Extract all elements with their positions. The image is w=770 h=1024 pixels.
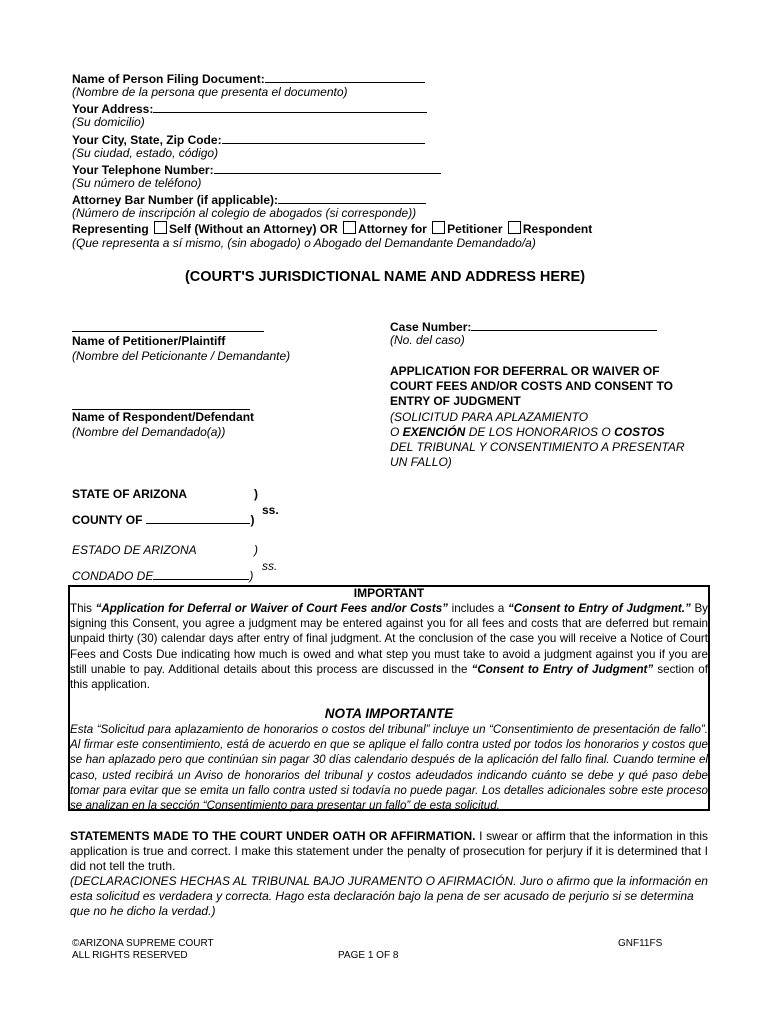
county-es-field[interactable] bbox=[72, 567, 253, 584]
rights-text: ALL RIGHTS RESERVED bbox=[72, 950, 188, 961]
form-title-es4: UN FALLO) bbox=[390, 455, 452, 469]
important-heading: IMPORTANT bbox=[353, 586, 425, 600]
important-paragraph bbox=[70, 601, 708, 692]
county-es-input[interactable] bbox=[153, 567, 249, 580]
self-checkbox[interactable] bbox=[154, 221, 167, 234]
ss-label: ss. bbox=[262, 503, 279, 517]
important-p1-body: By signing this Consent, you agree a judgment may be entered against you for all fees and costs that are deferred but remain unpaid thirty (30) calendar days after entry of final judgment. At the conclusion of the case you will receive a Notice of Court Fees and Costs Due indicating how much is owed and what step you must take to avoid a judgment against you if you are still unable to pay. Additional details about this process are discussed in the bbox=[70, 602, 708, 676]
important-p1-start: This bbox=[70, 602, 92, 615]
form-title-es2-d: COSTOS bbox=[614, 425, 665, 439]
representing-es: (Que representa a sí mismo, (sin abogado) o Abogado del Demandante Demandado/a) bbox=[72, 236, 536, 250]
form-title-es2-b: EXENCIÓN bbox=[402, 425, 466, 439]
ss-es-label: ss. bbox=[262, 559, 278, 573]
court-heading: (COURT'S JURISDICTIONAL NAME AND ADDRESS HERE) bbox=[184, 269, 586, 285]
oath-statement bbox=[70, 829, 708, 875]
form-title-line3: ENTRY OF JUDGMENT bbox=[390, 394, 521, 408]
form-title-line1: APPLICATION FOR DEFERRAL OR WAIVER OF bbox=[390, 364, 660, 378]
address-input[interactable] bbox=[153, 100, 427, 113]
self-option-label: Self (Without an Attorney) OR bbox=[169, 222, 338, 236]
form-title-es2-a: O bbox=[390, 425, 403, 439]
form-title-es2 bbox=[390, 425, 665, 440]
attorney-option-label: Attorney for bbox=[358, 222, 427, 236]
important-p1-title: “Application for Deferral or Waiver of Court Fees and/or Costs” bbox=[95, 602, 448, 615]
petitioner-checkbox[interactable] bbox=[432, 221, 445, 234]
phone-input[interactable] bbox=[214, 161, 441, 174]
phone-es: (Su número de teléfono) bbox=[72, 176, 202, 190]
filer-name-input[interactable] bbox=[265, 70, 425, 83]
attorney-checkbox[interactable] bbox=[343, 221, 356, 234]
state-label: STATE OF ARIZONA bbox=[72, 487, 188, 501]
respondent-option-label: Respondent bbox=[522, 222, 593, 236]
respondent-checkbox[interactable] bbox=[508, 221, 521, 234]
city-label: Your City, State, Zip Code: bbox=[72, 133, 222, 147]
city-input[interactable] bbox=[222, 131, 425, 144]
case-number-label: Case Number: bbox=[390, 320, 472, 334]
petitioner-label: Name of Petitioner/Plaintiff bbox=[72, 334, 226, 348]
bar-number-label: Attorney Bar Number (if applicable): bbox=[72, 193, 279, 207]
bar-number-es: (Número de inscripción al colegio de abogados (si corresponde)) bbox=[72, 206, 417, 220]
respondent-es: (Nombre del Demandado(a)) bbox=[72, 425, 226, 439]
city-es: (Su ciudad, estado, código) bbox=[72, 146, 219, 160]
county-field[interactable] bbox=[72, 511, 254, 528]
filer-name-es: (Nombre de la persona que presenta el documento) bbox=[72, 85, 348, 99]
important-p1-mid: includes a bbox=[447, 602, 508, 615]
petitioner-name-line[interactable] bbox=[72, 331, 264, 332]
county-input[interactable] bbox=[146, 511, 250, 524]
bar-number-input[interactable] bbox=[278, 191, 426, 204]
state-paren: ) bbox=[254, 487, 258, 501]
petitioner-es: (Nombre del Peticionante / Demandante) bbox=[72, 349, 291, 363]
copyright-text: ©ARIZONA SUPREME COURT bbox=[72, 938, 214, 949]
oath-heading: STATEMENTS MADE TO THE COURT UNDER OATH OR AFFIRMATION. bbox=[70, 829, 476, 843]
representing-row bbox=[72, 221, 592, 237]
oath-statement-es: (DECLARACIONES HECHAS AL TRIBUNAL BAJO JURAMENTO O AFIRMACIÓN. Juro o afirmo que la información en esta solicitud es verdadera y correcta. Hago esta declaración bajo la pena de ser acusado de perjurio si se determina que no he dicho la verdad.) bbox=[70, 874, 708, 919]
case-number-es: (No. del caso) bbox=[390, 333, 465, 347]
form-title-es3: DEL TRIBUNAL Y CONSENTIMIENTO A PRESENTAR bbox=[390, 440, 685, 454]
petitioner-option-label: Petitioner bbox=[447, 222, 503, 236]
respondent-label: Name of Respondent/Defendant bbox=[72, 410, 255, 424]
form-id: GNF11FS bbox=[618, 938, 663, 949]
form-title-es2-c: DE LOS HONORARIOS O bbox=[465, 425, 615, 439]
page-number: PAGE 1 OF 8 bbox=[338, 950, 399, 961]
state-es-label: ESTADO DE ARIZONA bbox=[72, 543, 197, 557]
form-title-es1: (SOLICITUD PARA APLAZAMIENTO bbox=[390, 410, 589, 424]
county-label: COUNTY OF bbox=[72, 513, 143, 527]
county-es-paren: ) bbox=[249, 569, 254, 583]
important-p1-consent: “Consent to Entry of Judgment.” bbox=[507, 602, 691, 615]
phone-label: Your Telephone Number: bbox=[72, 163, 214, 177]
filer-name-label: Name of Person Filing Document: bbox=[72, 72, 265, 86]
case-number-input[interactable] bbox=[471, 318, 657, 331]
address-es: (Su domicilio) bbox=[72, 115, 145, 129]
form-title-line2: COURT FEES AND/OR COSTS AND CONSENT TO bbox=[390, 379, 673, 393]
address-label: Your Address: bbox=[72, 102, 154, 116]
county-paren: ) bbox=[250, 513, 255, 527]
important-heading-es: NOTA IMPORTANTE bbox=[324, 706, 454, 721]
representing-label: Representing bbox=[72, 222, 149, 236]
important-p1-end: section of this application. bbox=[70, 662, 708, 692]
important-p1-ref: “Consent to Entry of Judgment” bbox=[471, 662, 654, 676]
state-es-paren: ) bbox=[254, 543, 258, 557]
oath-body: I swear or affirm that the information in this application is true and correct. I make this statement under the penalty of prosecution for perjury if it is determined that I did not tell the truth. bbox=[70, 829, 709, 874]
county-es-label: CONDADO DE bbox=[72, 569, 154, 583]
important-paragraph-es: Esta “Solicitud para aplazamiento de honorarios o costos del tribunal” incluye un “Consentimiento de presentación de fallo”. Al firmar este consentimiento, está de acuerdo en que se aplique el fallo contra usted por todos los honorarios y costos que se han aplazado pero que continúan sin pagar 30 días calendario después de la aplicación del fallo final. Cuando termine el caso, usted recibirá un Aviso de honorarios del tribunal y costos adeudados indicando cuánto se debe y qué paso debe tomar para evitar que se emita un fallo contra usted si todavía no puede pagar. Los detalles adicionales sobre este proceso se analizan en la sección “Consentimiento para presentar un fallo” de esta solicitud. bbox=[70, 723, 708, 813]
